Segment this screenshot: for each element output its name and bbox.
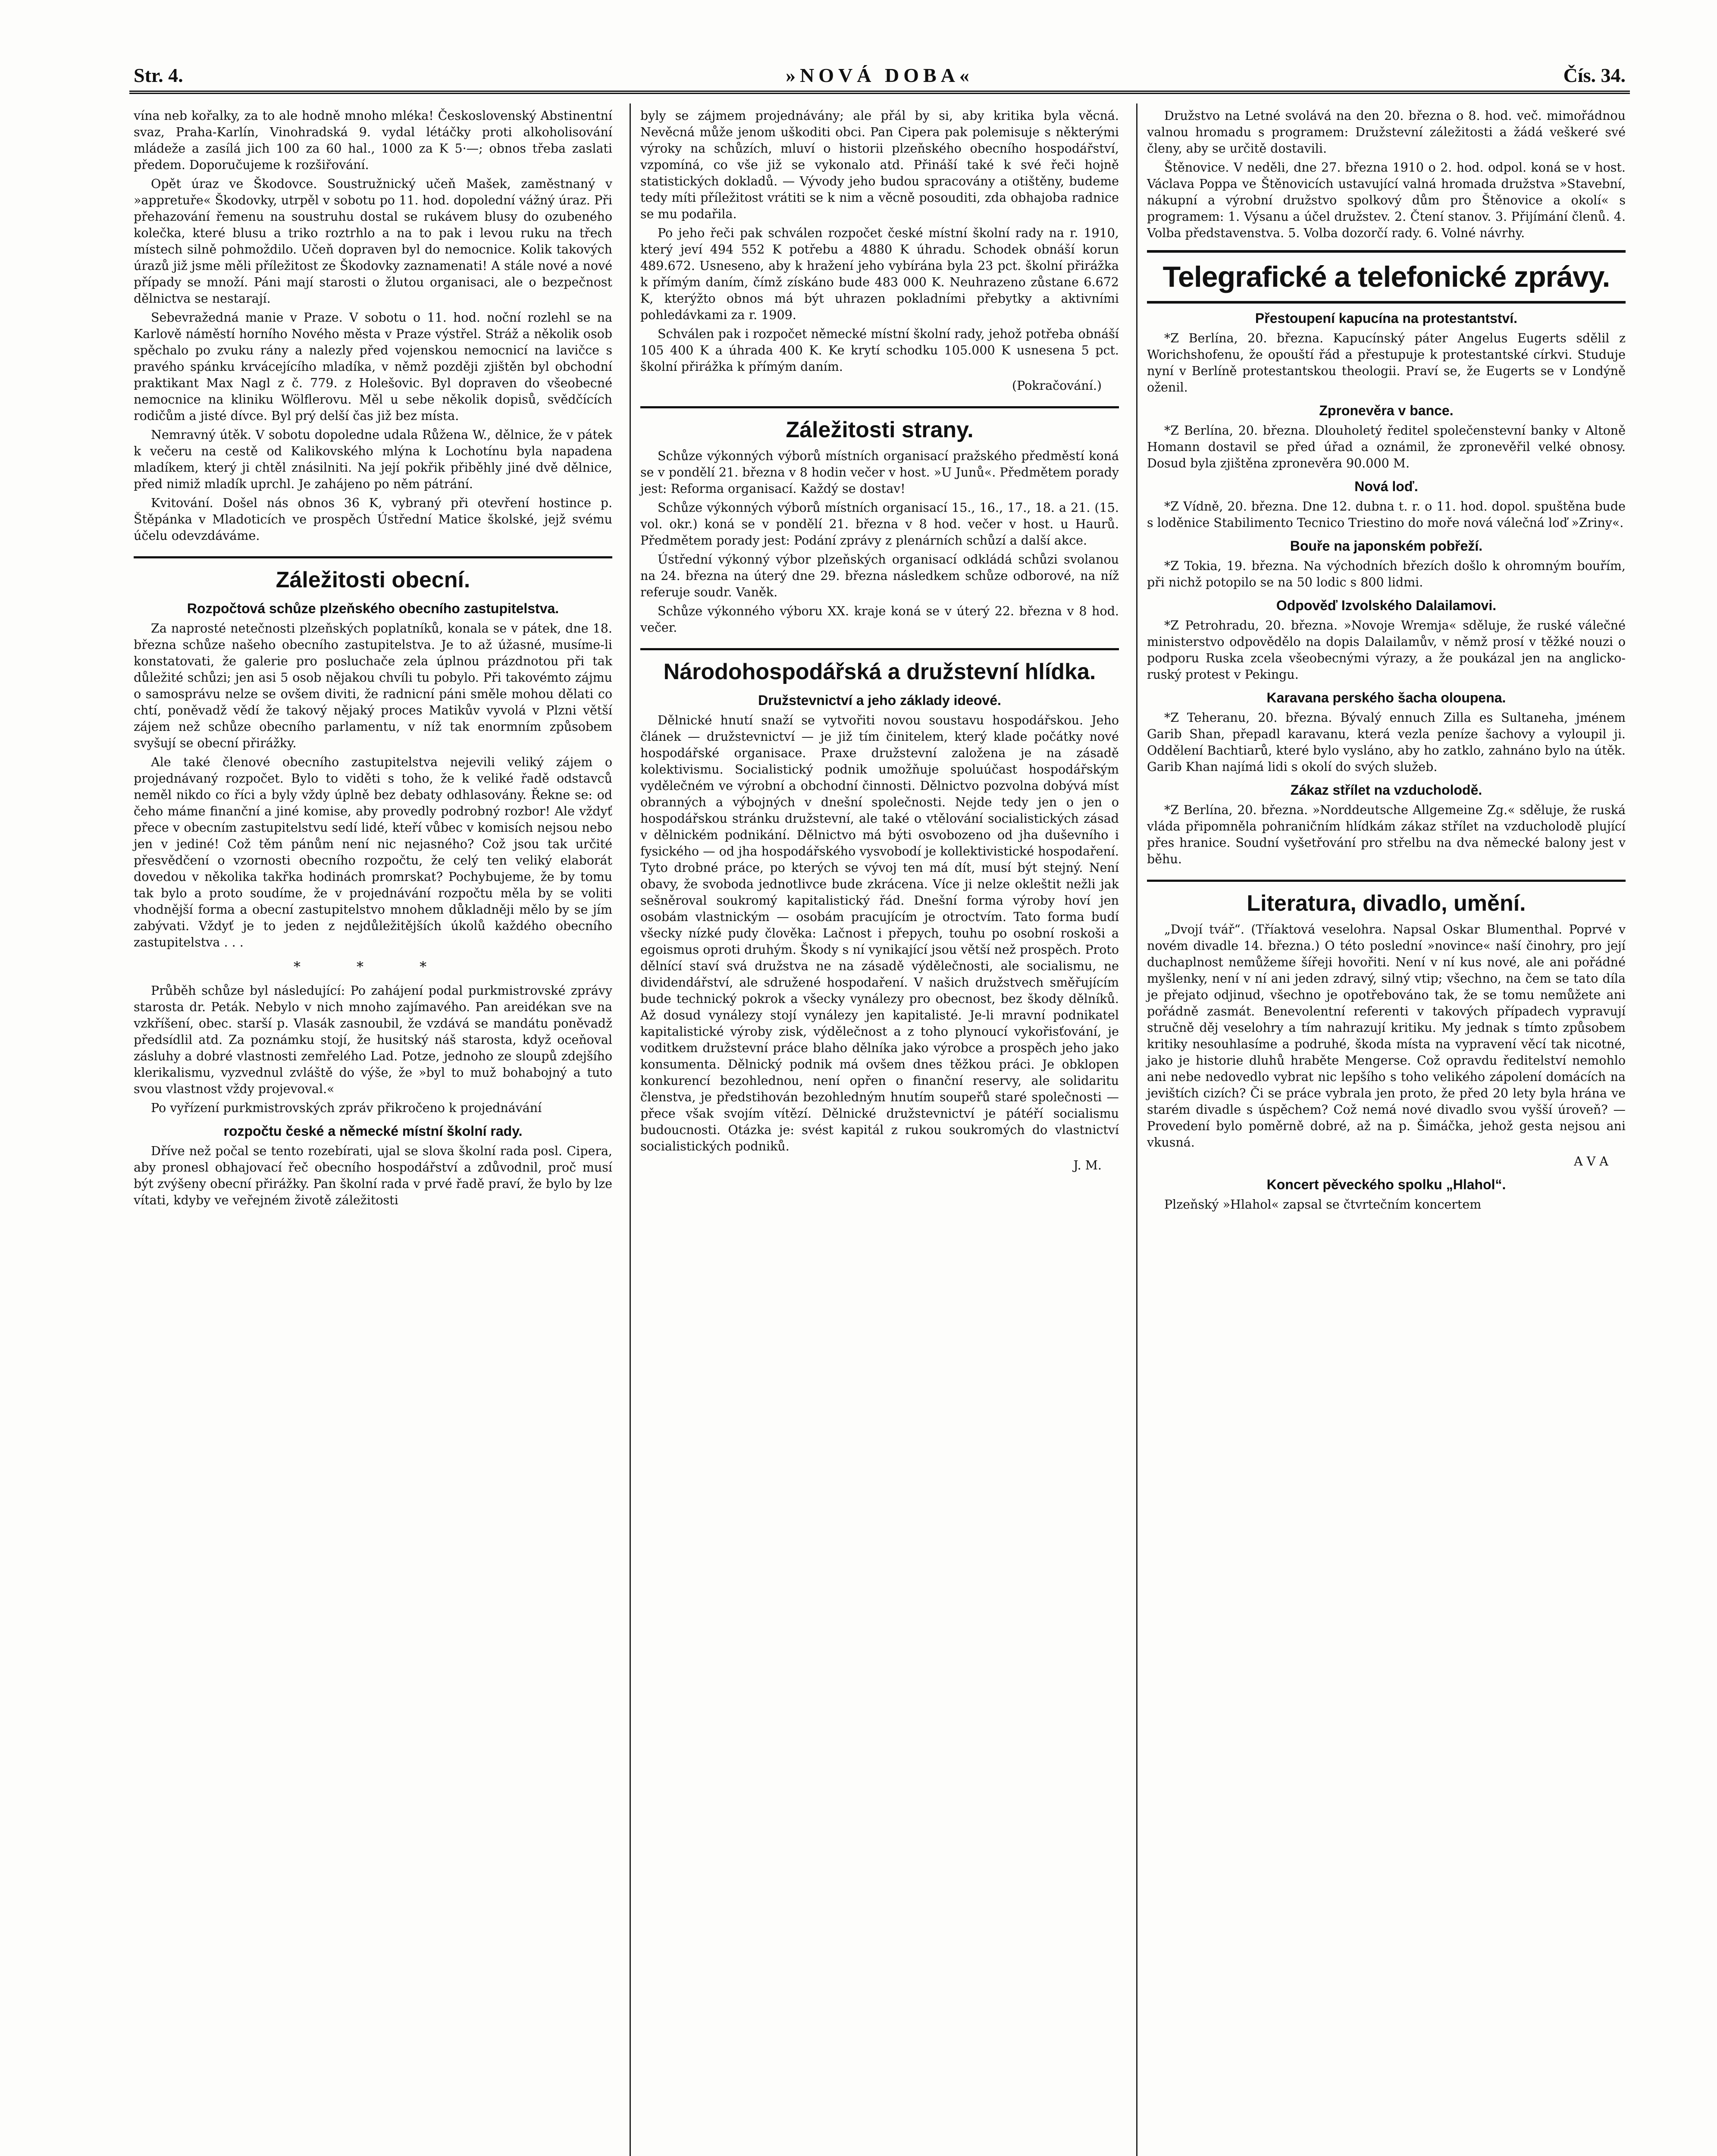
continuation-note: (Pokračování.) xyxy=(1012,379,1102,393)
notice-paragraph: Schůze výkonného výboru XX. kraje koná se v úterý 22. března v 8 hod. večer. xyxy=(640,604,1119,635)
masthead xyxy=(129,56,1630,94)
news-paragraph: *Z Petrohradu, 20. března. »Novoje Wremja« sděluje, že ruské válečné ministerstvo odpovědělo na dopis Dalailamův, v němž prosí v těžké nouzi o podporu Ruska zcela všeobecnými výrazy, a že poukázal jen na anglicko-ruský protest v Pekingu. xyxy=(1147,618,1626,682)
section-heading-narodohospodarska: Národohospodářská a družstevní hlídka. xyxy=(640,648,1119,686)
article-paragraph: Schválen pak i rozpočet německé místní školní rady, jehož potřeba obnáší 105 400 K a úhrada 400 K. Ke krytí schodku 105.000 K usnesena 5 pct. školní přirážka k přímým daním. xyxy=(640,327,1119,374)
section-heading-literatura: Literatura, divadlo, umění. xyxy=(1147,880,1626,917)
article-heading-rozpocet: Rozpočtová schůze plzeňského obecního zastupitelstva. xyxy=(187,601,559,616)
article-paragraph: Dělnické hnutí snaží se vytvořiti novou soustavu hospodářskou. Jeho článek — družstevnictví — je již tím činitelem, který klade počátky nové hospodářské organisace. Praxe družstevní založena je na zásadě kolektivismu. Socialistický podnik umožňuje spoluúčast hospodářským vydělečném ve výrobní a obchodní činnosti. Dělnictvo pozvolna dobývá míst obranných a výbojných v dnešní společnosti. Nejde tedy jen o jen o hospodářskou stránku družstevní, ale také o vtělování socialistických zásad v dělnickém podnikání. Dělnictvo má býti osvobozeno od jha duševního i fysického — od jha hospodářského vysvobodí je kollektivistické hospodaření. Tyto drobné práce, po kterých se vývoj ten má dít, musí být stejný. Není obavy, že svoboda jednotlivce bude zkrácena. Více ji nelze okleštit nežli jak sešněroval soukromý kapitalistický řád. Dnešní forma výroby hoví jen osobám vlastnickým — osobám pracujícím je otroctvím. Tato forma budí všecky nízké pudy člověka: Lačnost i přepych, touhu po osobní roskoši a egoismus oproti druhým. Škody s ní vynikající jsou větší než prospěch. Proto dělnící staví svá družstva ne na zásadě výdělečnosti, ale socialismu, ne dividendářství, ale sdružené hospodaření. V našich družstvech směřujícím bude technický pokrok a všecky vynálezy pro obecnost, bez škody dělníků. Až dosud vynálezy stojí vynálezy jen kapitalisté. Je-li mravní podnikatel kapitalistické výroby zisk, výdělečnost a z toho plynoucí vykořisťování, je voditkem družstevní práce blaho dělníka jako výrobce a prospěch jeho jako konsumenta. Dělnický podnik má ovšem dnes těžkou práci. Je obklopen konkurencí bezohlednou, není opřen o finanční reservy, ale solidaritu členstva, je předstihován bezohledným hnutím soupeřů staré společnosti — přece však svojím vítězí. Dělnické družstevnictví je pátéří socialismu budoucnosti. Otázka je: svést kapitál z rukou soukromých do vlastnictví socialistických podniků. xyxy=(640,713,1119,1153)
news-heading: Karavana perského šacha oloupena. xyxy=(1266,690,1506,705)
review-paragraph: „Dvojí tvář“. (Tříaktová veselohra. Napsal Oskar Blumenthal. Poprvé v novém divadle 14. března.) O této poslední »novince« naší činohry, pro její duchaplnost nemůžeme šířeji hovořiti. Není v ní kus nové, ale ani pořádné myšlenky, není v ní ani jeden zdravý, silný vtip; všechno, na čem se tato díla je přejato odjinud, všechno je opotřebováno tak, že se tomu nemůžete ani pořádně zasmát. Benevolentní referenti v takových případech vypravují stručně děj veselohry a tím nahrazují kritiku. My jednak s tímto způsobem kritiky nesouhlasíme a podruhé, škoda místa na vypravení věcí tak nicotné, jako je historie dluhů hraběte Mengerse. Což opravdu ředitelství nemohlo ani nebe nedovedlo vybrat nic lepšího s toho velikého zápolení domácích na jevištích cizích? Či se práce vybrala jen proto, že před 20 lety byla hrána ve starém divadle s úspěchem? Což nemá nové divadlo svou vyšší úroveň? — Provedení bylo poměrně dobré, až na p. Šimáčka, jehož gesta nejsou ani vkusná. xyxy=(1147,922,1626,1150)
news-heading: Bouře na japonském pobřeží. xyxy=(1290,538,1483,554)
article-heading-koncert: Koncert pěveckého spolku „Hlahol“. xyxy=(1266,1177,1506,1192)
news-paragraph: *Z Tokia, 19. března. Na východních březích došlo k ohromným bouřím, při nichž potopilo se na 50 lodic s 800 lidmi. xyxy=(1147,559,1626,589)
news-paragraph: *Z Teheranu, 20. března. Bývalý ennuch Zilla es Sultaneha, jménem Garib Shan, přepadl karavanu, která vezla peníze šachovy a vyloupil ji. Oddělení Bachtiarů, které bylo vysláno, aby ho zatklo, zahnáno bylo na útěk. Garib Khan najímá lidi s okolí do svých služeb. xyxy=(1147,711,1626,774)
article-paragraph: vína neb kořalky, za to ale hodně mnoho mléka! Československý Abstinentní svaz, Praha-Karlín, Vinohradská 9. vydal létáčky proti alkoholisování mládeže a zasílá jich 100 za 60 hal., 1000 za K 5·—; obnos třeba zaslati předem. Doporučujeme k rozšiřování. xyxy=(134,109,612,172)
section-divider-stars: * * * xyxy=(293,959,453,975)
article-paragraph: Dříve než počal se tento rozebírati, ujal se slova školní rada posl. Cipera, aby pronesl obhajovací řeč obecního hospodářství a zdůvodnil, proč musí být zvýšeny obecní přirážky. Pan školní rada v prvé řadě praví, že bylo by lze vítati, kdyby ve veřejném životě záležitosti xyxy=(134,1144,612,1207)
news-paragraph: *Z Vídně, 20. března. Dne 12. dubna t. r. o 11. hod. dopol. spuštěna bude s loděnice Stabilimento Tecnico Triestino do moře nová válečná loď »Zriny«. xyxy=(1147,499,1626,530)
news-paragraph: *Z Berlína, 20. března. Dlouholetý ředitel společenstevní banky v Altoně Homann dostavil se před úřad a oznámil, že zpronevěřil velké obnosy. Dosud byla zjištěna zpronevěra 90.000 M. xyxy=(1147,423,1626,470)
column-1 xyxy=(134,108,612,1211)
section-heading-obecni: Záležitosti obecní. xyxy=(134,556,612,594)
page-number: Str. 4. xyxy=(134,64,183,86)
article-kvitovani: Kvitování. Došel nás obnos 36 K, vybraný při otevření hostince p. Štěpánka v Mladoticích ve prospěch Ústřední Matice školské, jejž svému účelu odevzdáváme. xyxy=(134,496,612,543)
section-heading-telegraficke: Telegrafické a telefonické zprávy. xyxy=(1147,250,1626,304)
notice-paragraph: Štěnovice. V neděli, dne 27. března 1910 o 2. hod. odpol. koná se v host. Václava Poppa ve Štěnovicích ustavující valná hromada družstva »Stavební, nákupní a výrobní družstvo spolkový dům pro Štěnovice a okolí« s programem: 1. Výsanu a účel družstev. 2. Čtení stanov. 3. Přijímání členů. 4. Volba představenstva. 5. Volba dozorčí rady. 6. Volné návrhy. xyxy=(1147,160,1626,240)
news-heading: Přestoupení kapucína na protestantství. xyxy=(1255,310,1518,326)
column-rule xyxy=(1136,103,1137,2156)
author-signature: A V A xyxy=(1574,1154,1608,1169)
column-rule xyxy=(630,103,631,2156)
section-heading-strany: Záležitosti strany. xyxy=(640,406,1119,444)
column-3 xyxy=(1147,108,1626,1216)
notice-paragraph: Ústřední výkonný výbor plzeňských organisací odkládá schůzi svolanou na 24. března na úterý dne 29. března následkem schůze odborové, na níž referuje soudr. Vaněk. xyxy=(640,552,1119,599)
news-heading: Odpověď Izvolského Dalailamovi. xyxy=(1276,598,1497,613)
article-paragraph: Za naprosté netečnosti plzeňských poplatníků, konala se v pátek, dne 18. března schůze našeho obecního zastupitelstva. Je to až úžasné, musíme-li konstatovati, že galerie pro posluchače zela úplnou prázdnotou při tak důležité schůzi; jen asi 5 osob nějakou chvíli tu pobylo. Při takovémto zájmu o samosprávu nelze se ovšem diviti, že radnicní páni směle mohou dělati co chtí, poněvadž vědí že takový nějaký proces Matikův vyvolá v Plzni větší zájem než schůze obecního parlamentu, v níž tak enormním způsobem svyšují se obecní přirážky. xyxy=(134,621,612,750)
article-paragraph: Průběh schůze byl následující: Po zahájení podal purkmistrovské zprávy starosta dr. Peták. Nebylo v nich mnoho zajímavého. Pan areidékan sve na vzkříšení, obec. starší p. Vlasák zasnoubil, že vzdává se mandátu poněvadž předsídlil atd. Za poznámku stojí, že husitský náš starosta, když oceňoval zásluhy a dobré vlastnosti zemřelého Lad. Potze, jednoho ze sloupů zdejšího klerikalismu, vyzvednul zvláště do výše, že »byl to muž bohabojný a tuto svou vlastnost vždy projevoval.« xyxy=(134,984,612,1096)
article-paragraph: Po jeho řeči pak schválen rozpočet české místní školní rady na r. 1910, který jeví 494 552 K potřebu a 4880 K úhradu. Schodek obnáší korun 489.672. Usneseno, aby k hražení jeho vybírána byla 23 pct. školní přirážka k přímým daním, čímž získáno bude 483 000 K. Neuhrazeno zůstane 6.672 K, kterýžto obnos má být uhrazen pokladními přebytky a aktivními pohledávkami za r. 1909. xyxy=(640,226,1119,322)
news-paragraph: *Z Berlína, 20. března. »Norddeutsche Allgemeine Zg.« sděluje, že ruská vláda připomněla pohraničním hlídkám zákaz střílet na vzducholodě plující přes hranice. Soudní vyšetřování pro střelbu na dva německé balony jest v běhu. xyxy=(1147,803,1626,866)
article-paragraph: Plzeňský »Hlahol« zapsal se čtvrtečním koncertem xyxy=(1164,1197,1482,1212)
news-heading: Zpronevěra v bance. xyxy=(1319,403,1454,418)
notice-paragraph: Schůze výkonných výborů místních organisací 15., 16., 17., 18. a 21. (15. vol. okr.) koná se v pondělí 21. března v 8 hod. večer v host. u Haurů. Předmětem porady jest: Podání zprávy z plenárních schůzí a další akce. xyxy=(640,501,1119,548)
article-mania: Sebevražedná manie v Praze. V sobotu o 11. hod. noční rozlehl se na Karlově náměstí horního Nového města v Praze výstřel. Stráž a několik osob spěchalo po zvuku rány a nalezly před vojenskou nemocnicí na lavičce s pravého spánku krvácejícího mladíka, v němž později zjištěn byl obchodní praktikant Max Nagl z č. 779. z Holešovic. Byl dopraven do všeobecné nemocnice na kliniku Wölflerovu. Měl u sebe několik dopisů, svědčících rodičům a jisté dívce. Byl prý delší čas již bez místa. xyxy=(134,310,612,423)
article-paragraph: Po vyřízení purkmistrovských zpráv přikročeno k projednávání xyxy=(151,1101,542,1115)
article-paragraph: byly se zájmem projednávány; ale přál by si, aby kritika byla věcná. Nevěcná může jenom uškoditi obci. Pan Cipera pak polemisuje s některými výroky na schůzích, mluví o historii plzeňského obecního hospodářství, vzpomíná, co vše již se vykonalo atd. Přináší také k své řeči hojně statistických dokladů. — Vývody jeho budou spracovány a otištěny, budeme tedy míti příležitost vrátiti se k nim a věcně posouditi, zda obhajoba radnice se mu podařila. xyxy=(640,109,1119,221)
article-heading-skolni-rada: rozpočtu české a německé místní školní rady. xyxy=(223,1123,523,1139)
column-2 xyxy=(640,108,1119,1176)
article-paragraph: Ale také členové obecního zastupitelstva nejevili veliký zájem o projednávaný rozpočet. Bylo to viděti s toho, že k veliké řadě odstavců neměl nikdo co říci a byly vždy úplně bez debaty odhlasovány. Řekne se: od čeho máme finanční a jiné komise, aby provedly podrobný rozbor! Ale vždyť přece v obecním zastupitelstvu sedí lidé, kteří vůbec v komisích nejsou nebo jen v jediné! Což těm pánům není nic nejasného? Což jsou tak určité přesvědčení o vzornosti obecního rozpočtu, že celý ten veliký elaborát dovedou v několika takřka hodinách promrskat? Pochybujeme, že by tomu tak bylo a proto soudíme, že v projednávání rozpočtu měla by se voliti vhodnější forma a obecní zastupitelstvo mnohem důkladněji mělo by se jím zabývati. Vždyť je to jeden z nejdůležitějších úkolů každého obecního zastupitelstva . . . xyxy=(134,755,612,950)
newspaper-title: »NOVÁ DOBA« xyxy=(786,64,974,86)
article-uraz: Opět úraz ve Škodovce. Soustružnický učeň Mašek, zaměstnaný v »appretuře« Škodovky, utrpěl v sobotu po 11. hod. dopolední vážný úraz. Při přehazování řemenu na soustruhu dostal se rukávem blusy do ozubeného kolečka, které blusu a triko roztrhlo a na to pak i levou ruku na třech místech silně pohmoždilo. Učeň dopraven byl do nemocnice. Kolik takových úrazů již jsme měli příležitost ze Škodovky zaznamenati! A stále nové a nové případy se množí. Páni mají starosti o žlutou organisaci, ale o bezpečnost dělnictva se nestarají. xyxy=(134,177,612,306)
news-heading: Zákaz střílet na vzducholodě. xyxy=(1290,782,1482,798)
news-paragraph: *Z Berlína, 20. března. Kapucínský páter Angelus Eugerts sdělil z Worichshofenu, že opouští řád a přestupuje k protestantské církvi. Studuje nyní v Berlíně protestantskou theologii. Praví se, že Eugerts se v Londýně oženil. xyxy=(1147,331,1626,395)
news-heading: Nová loď. xyxy=(1354,479,1418,494)
notice-paragraph: Schůze výkonných výborů místních organisací pražského předměstí koná se v pondělí 21. března v 8 hodin večer v host. »U Junů«. Předmětem porady jest: Reforma organisací. Každý se dostav! xyxy=(640,449,1119,496)
issue-number: Čís. 34. xyxy=(1563,64,1626,86)
newspaper-page xyxy=(129,56,1630,2156)
article-utek: Nemravný útěk. V sobotu dopoledne udala Růžena W., dělnice, že v pátek k večeru na cestě od Kalikovského mlýna k Lochotínu byla napadena mladíkem, který ji chtěl znásilniti. Na její pokřik přiběhly jiné dvě dělnice, před nimiž mladík uprchl. Je zahájeno po něm pátrání. xyxy=(134,428,612,491)
article-heading-druzstevnictvi: Družstevnictví a jeho základy ideové. xyxy=(758,693,1001,708)
author-signature: J. M. xyxy=(1073,1158,1102,1172)
notice-paragraph: Družstvo na Letné svolává na den 20. března o 8. hod. več. mimořádnou valnou hromadu s programem: Družstevní záležitosti a žádá veškeré své členy, aby se určitě dostavili. xyxy=(1147,109,1626,156)
